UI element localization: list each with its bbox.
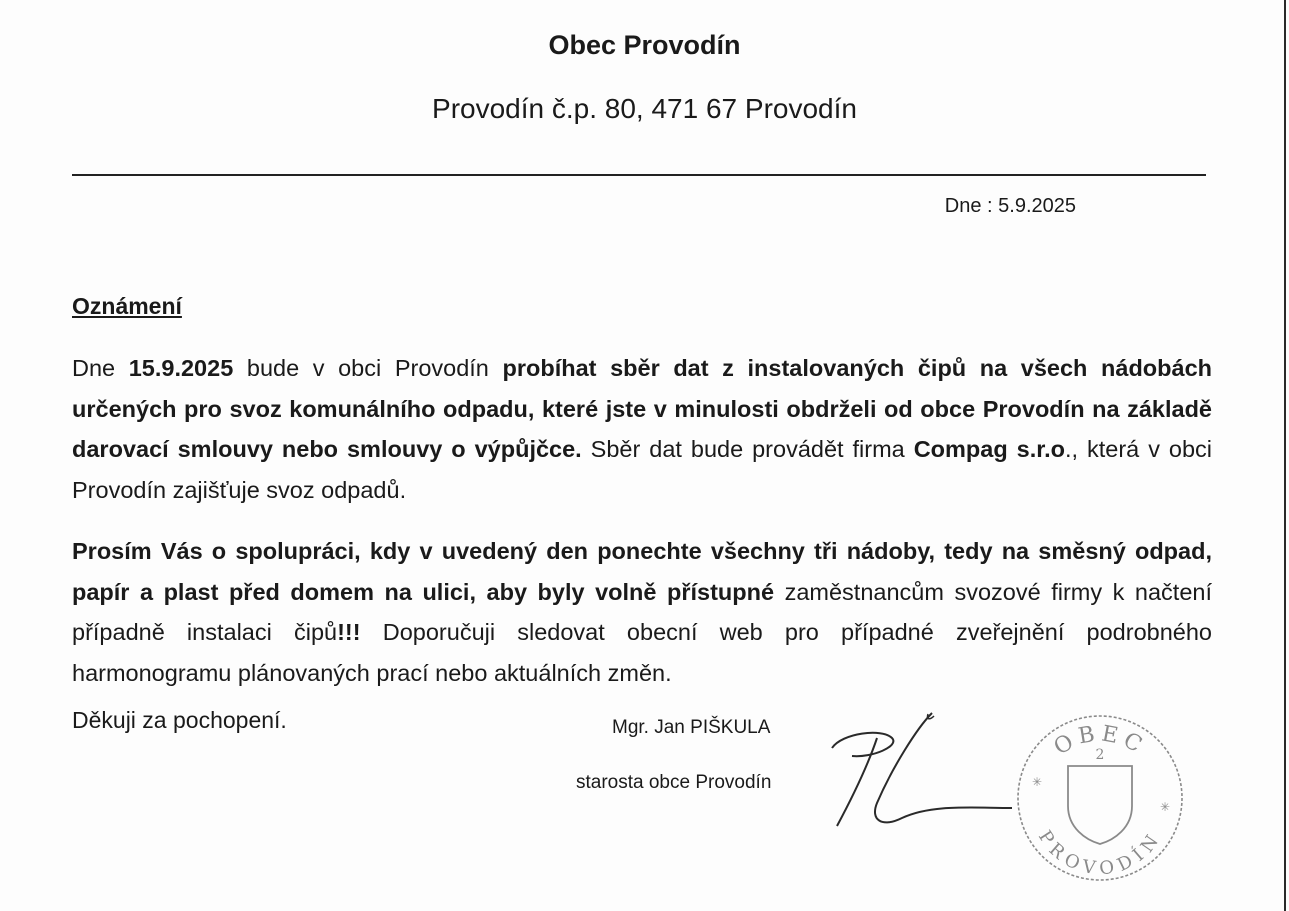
handwritten-signature: [822, 708, 1022, 838]
stamp-shield-icon: [1068, 766, 1132, 844]
org-name: Obec Provodín: [548, 30, 741, 60]
text-run: Doporučuji sledovat obecní web pro případné zveřejnění podrobného harmonogramu plánovaných prací nebo aktuálních změn.: [72, 619, 1212, 686]
text-run: zaměstnancům svozové firmy k načtení případně instalaci čipů: [72, 578, 1212, 645]
stamp-bottom-text: PROVODÍN: [1033, 826, 1167, 880]
text-run: Sběr dat bude provádět firma: [581, 436, 914, 462]
notice-title: Oznámení: [72, 293, 182, 319]
stamp-star-left-icon: ✳: [1032, 775, 1043, 789]
stamp-top-text: OBEC: [1049, 721, 1151, 761]
text-run: Prosím Vás o spolupráci, kdy v uvedený den ponechte všechny tři nádoby, tedy na směsný odpad, papír a plast před domem na ulici, aby byly volně přístupné: [72, 538, 1212, 605]
text-run: 15.9.2025: [128, 355, 234, 381]
signer-role: starosta obce Provodín: [576, 772, 772, 793]
text-run: Compag s.r.o: [913, 436, 1065, 462]
closing-thanks: Děkuji za pochopení.: [72, 707, 287, 733]
signer-name: Mgr. Jan PIŠKULA: [612, 717, 771, 738]
org-address: Provodín č.p. 80, 471 67 Provodín: [432, 93, 857, 124]
text-run: bude v obci Provodín: [233, 355, 503, 381]
text-run: ., která v obci Provodín zajišťuje svoz odpadů.: [72, 436, 1212, 503]
notice-paragraph-1: [72, 348, 1212, 510]
stamp-number: 2: [1095, 747, 1105, 763]
text-run: probíhat sběr dat z instalovaných čipů na všech nádobách určených pro svoz komunálního odpadu, které jste v minulosti obdrželi od obce Provodín na základě darovací smlouvy nebo smlouvy o výpůjčce.: [72, 355, 1213, 462]
page-edge-line: [1284, 0, 1286, 911]
notice-paragraph-2: [72, 531, 1212, 693]
text-run: !!!: [337, 619, 361, 645]
date-line: Dne : 5.9.2025: [944, 195, 1076, 217]
header-divider: [72, 174, 1206, 176]
svg-text:PROVODÍN: [1034, 827, 1166, 880]
stamp-star-right-icon: ✳: [1160, 800, 1171, 814]
official-stamp: [1010, 706, 1190, 886]
text-run: Dne: [72, 355, 129, 381]
